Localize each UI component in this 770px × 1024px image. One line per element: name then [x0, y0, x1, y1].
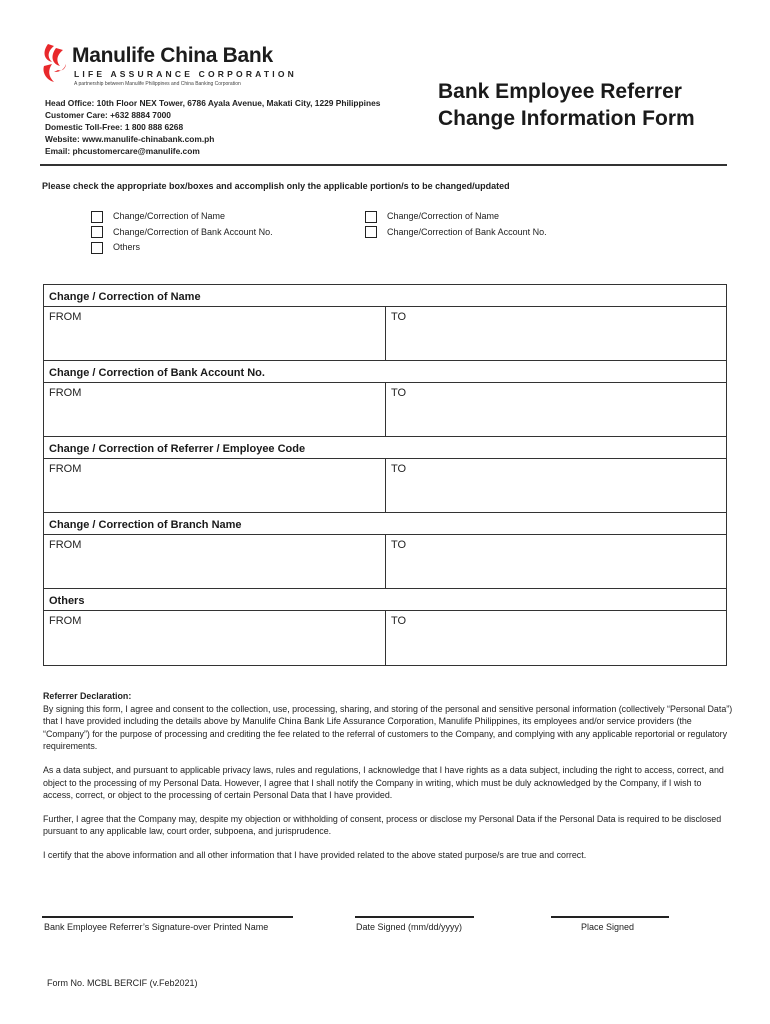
header-divider: [40, 164, 727, 166]
form-number: Form No. MCBL BERCIF (v.Feb2021): [47, 978, 198, 988]
form-title: [438, 78, 695, 132]
check-label: Change/Correction of Name: [387, 211, 500, 221]
contact-website[interactable]: Website: www.manulife-chinabank.com.ph: [45, 134, 215, 144]
checklist-left: [91, 209, 273, 256]
to-field[interactable]: TO: [391, 539, 407, 551]
contact-email[interactable]: Email: phcustomercare@manulife.com: [45, 146, 200, 156]
section-branch-name: [44, 513, 726, 589]
place-signed-line[interactable]: [551, 916, 669, 918]
to-field[interactable]: TO: [391, 463, 407, 475]
contact-toll-free: Domestic Toll-Free: 1 800 888 6268: [45, 122, 184, 132]
to-field[interactable]: TO: [391, 387, 407, 399]
checklist-right: [365, 209, 547, 240]
check-item-bank-account-2[interactable]: [365, 225, 547, 241]
check-item-name[interactable]: [91, 209, 273, 225]
section-fields: [44, 611, 726, 665]
referrer-declaration: [43, 690, 733, 873]
check-item-name-2[interactable]: [365, 209, 547, 225]
instruction-text: Please check the appropriate box/boxes and accomplish only the applicable portion/s to be changed/updated: [42, 181, 510, 191]
section-title: Change / Correction of Branch Name: [44, 513, 726, 535]
section-title: Others: [44, 589, 726, 611]
contact-head-office: Head Office: 10th Floor NEX Tower, 6786 Ayala Avenue, Makati City, 1229 Philippines: [45, 98, 381, 108]
date-signed-line[interactable]: [355, 916, 474, 918]
from-field[interactable]: FROM: [44, 535, 386, 588]
from-field[interactable]: FROM: [44, 611, 386, 665]
check-item-bank-account[interactable]: [91, 225, 273, 241]
manulife-logo-icon: [40, 42, 70, 86]
section-fields: [44, 383, 726, 437]
check-item-others[interactable]: [91, 240, 273, 256]
signature-label: Bank Employee Referrer’s Signature-over Printed Name: [44, 922, 269, 932]
checkbox[interactable]: [91, 211, 103, 223]
declaration-paragraph: By signing this form, I agree and consent to the collection, use, processing, sharing, and storing of the personal and sensitive personal information (collectively “Personal Data”) that I have provided including the details above by Manulife China Bank Life Assurance Corporation, Manulife Philippines, its employees and/or service providers (the “Company”) for the purpose of processing and crediting the fee related to the referral of customers to the Company, and complying with any applicable reportorial or regulatory requirements.: [43, 703, 733, 752]
from-field[interactable]: FROM: [44, 459, 386, 512]
declaration-paragraph: As a data subject, and pursuant to applicable privacy laws, rules and regulations, I acknowledge that I have rights as a data subject, including the right to access, correct, and object to the processing of my Personal Data. However, I agree that I shall notify the Company in writing, which must be duly acknowledged by the Company, if I wish to access, correct, or object to the processing of certain Personal Data that I have provided.: [43, 764, 724, 801]
brand-tagline: A partnership between Manulife Philippines and China Banking Corporation: [74, 81, 241, 87]
checkbox[interactable]: [365, 226, 377, 238]
declaration-paragraph: Further, I agree that the Company may, despite my objection or withholding of consent, process or disclose my Personal Data if the Personal Data is required to be disclosed pursuant to any applicable law, court order, subpoena, and jurisprudence.: [43, 813, 722, 837]
from-field[interactable]: FROM: [44, 383, 386, 436]
checkbox[interactable]: [365, 211, 377, 223]
check-label: Change/Correction of Bank Account No.: [113, 226, 273, 237]
to-field[interactable]: TO: [391, 311, 407, 323]
signature-line[interactable]: [42, 916, 293, 918]
to-field[interactable]: TO: [391, 615, 407, 627]
check-label: Change/Correction of Name: [113, 211, 226, 221]
form-title-line2: Change Information Form: [438, 107, 695, 130]
change-table: [43, 284, 727, 666]
check-label: Others: [113, 242, 141, 252]
brand-name: Manulife China Bank: [72, 44, 273, 67]
contact-customer-care: Customer Care: +632 8884 7000: [45, 110, 171, 120]
section-fields: [44, 535, 726, 589]
declaration-title: Referrer Declaration:: [43, 691, 132, 701]
checkbox[interactable]: [91, 226, 103, 238]
declaration-paragraph: I certify that the above information and all other information that I have provided related to the above stated purpose/s are true and correct.: [43, 849, 587, 860]
section-title: Change / Correction of Name: [44, 285, 726, 307]
brand-subtitle: LIFE ASSURANCE CORPORATION: [74, 69, 297, 79]
section-employee-code: [44, 437, 726, 513]
place-signed-label: Place Signed: [581, 922, 635, 932]
section-others: [44, 589, 726, 665]
contact-block: [45, 97, 380, 157]
section-title: Change / Correction of Bank Account No.: [44, 361, 726, 383]
check-label: Change/Correction of Bank Account No.: [387, 226, 547, 237]
section-fields: [44, 307, 726, 361]
section-fields: [44, 459, 726, 513]
date-signed-label: Date Signed (mm/dd/yyyy): [356, 922, 463, 932]
form-title-line1: Bank Employee Referrer: [438, 80, 682, 103]
section-bank-account: [44, 361, 726, 437]
checkbox[interactable]: [91, 242, 103, 254]
from-field[interactable]: FROM: [44, 307, 386, 360]
section-name: [44, 285, 726, 361]
section-title: Change / Correction of Referrer / Employee Code: [44, 437, 726, 459]
